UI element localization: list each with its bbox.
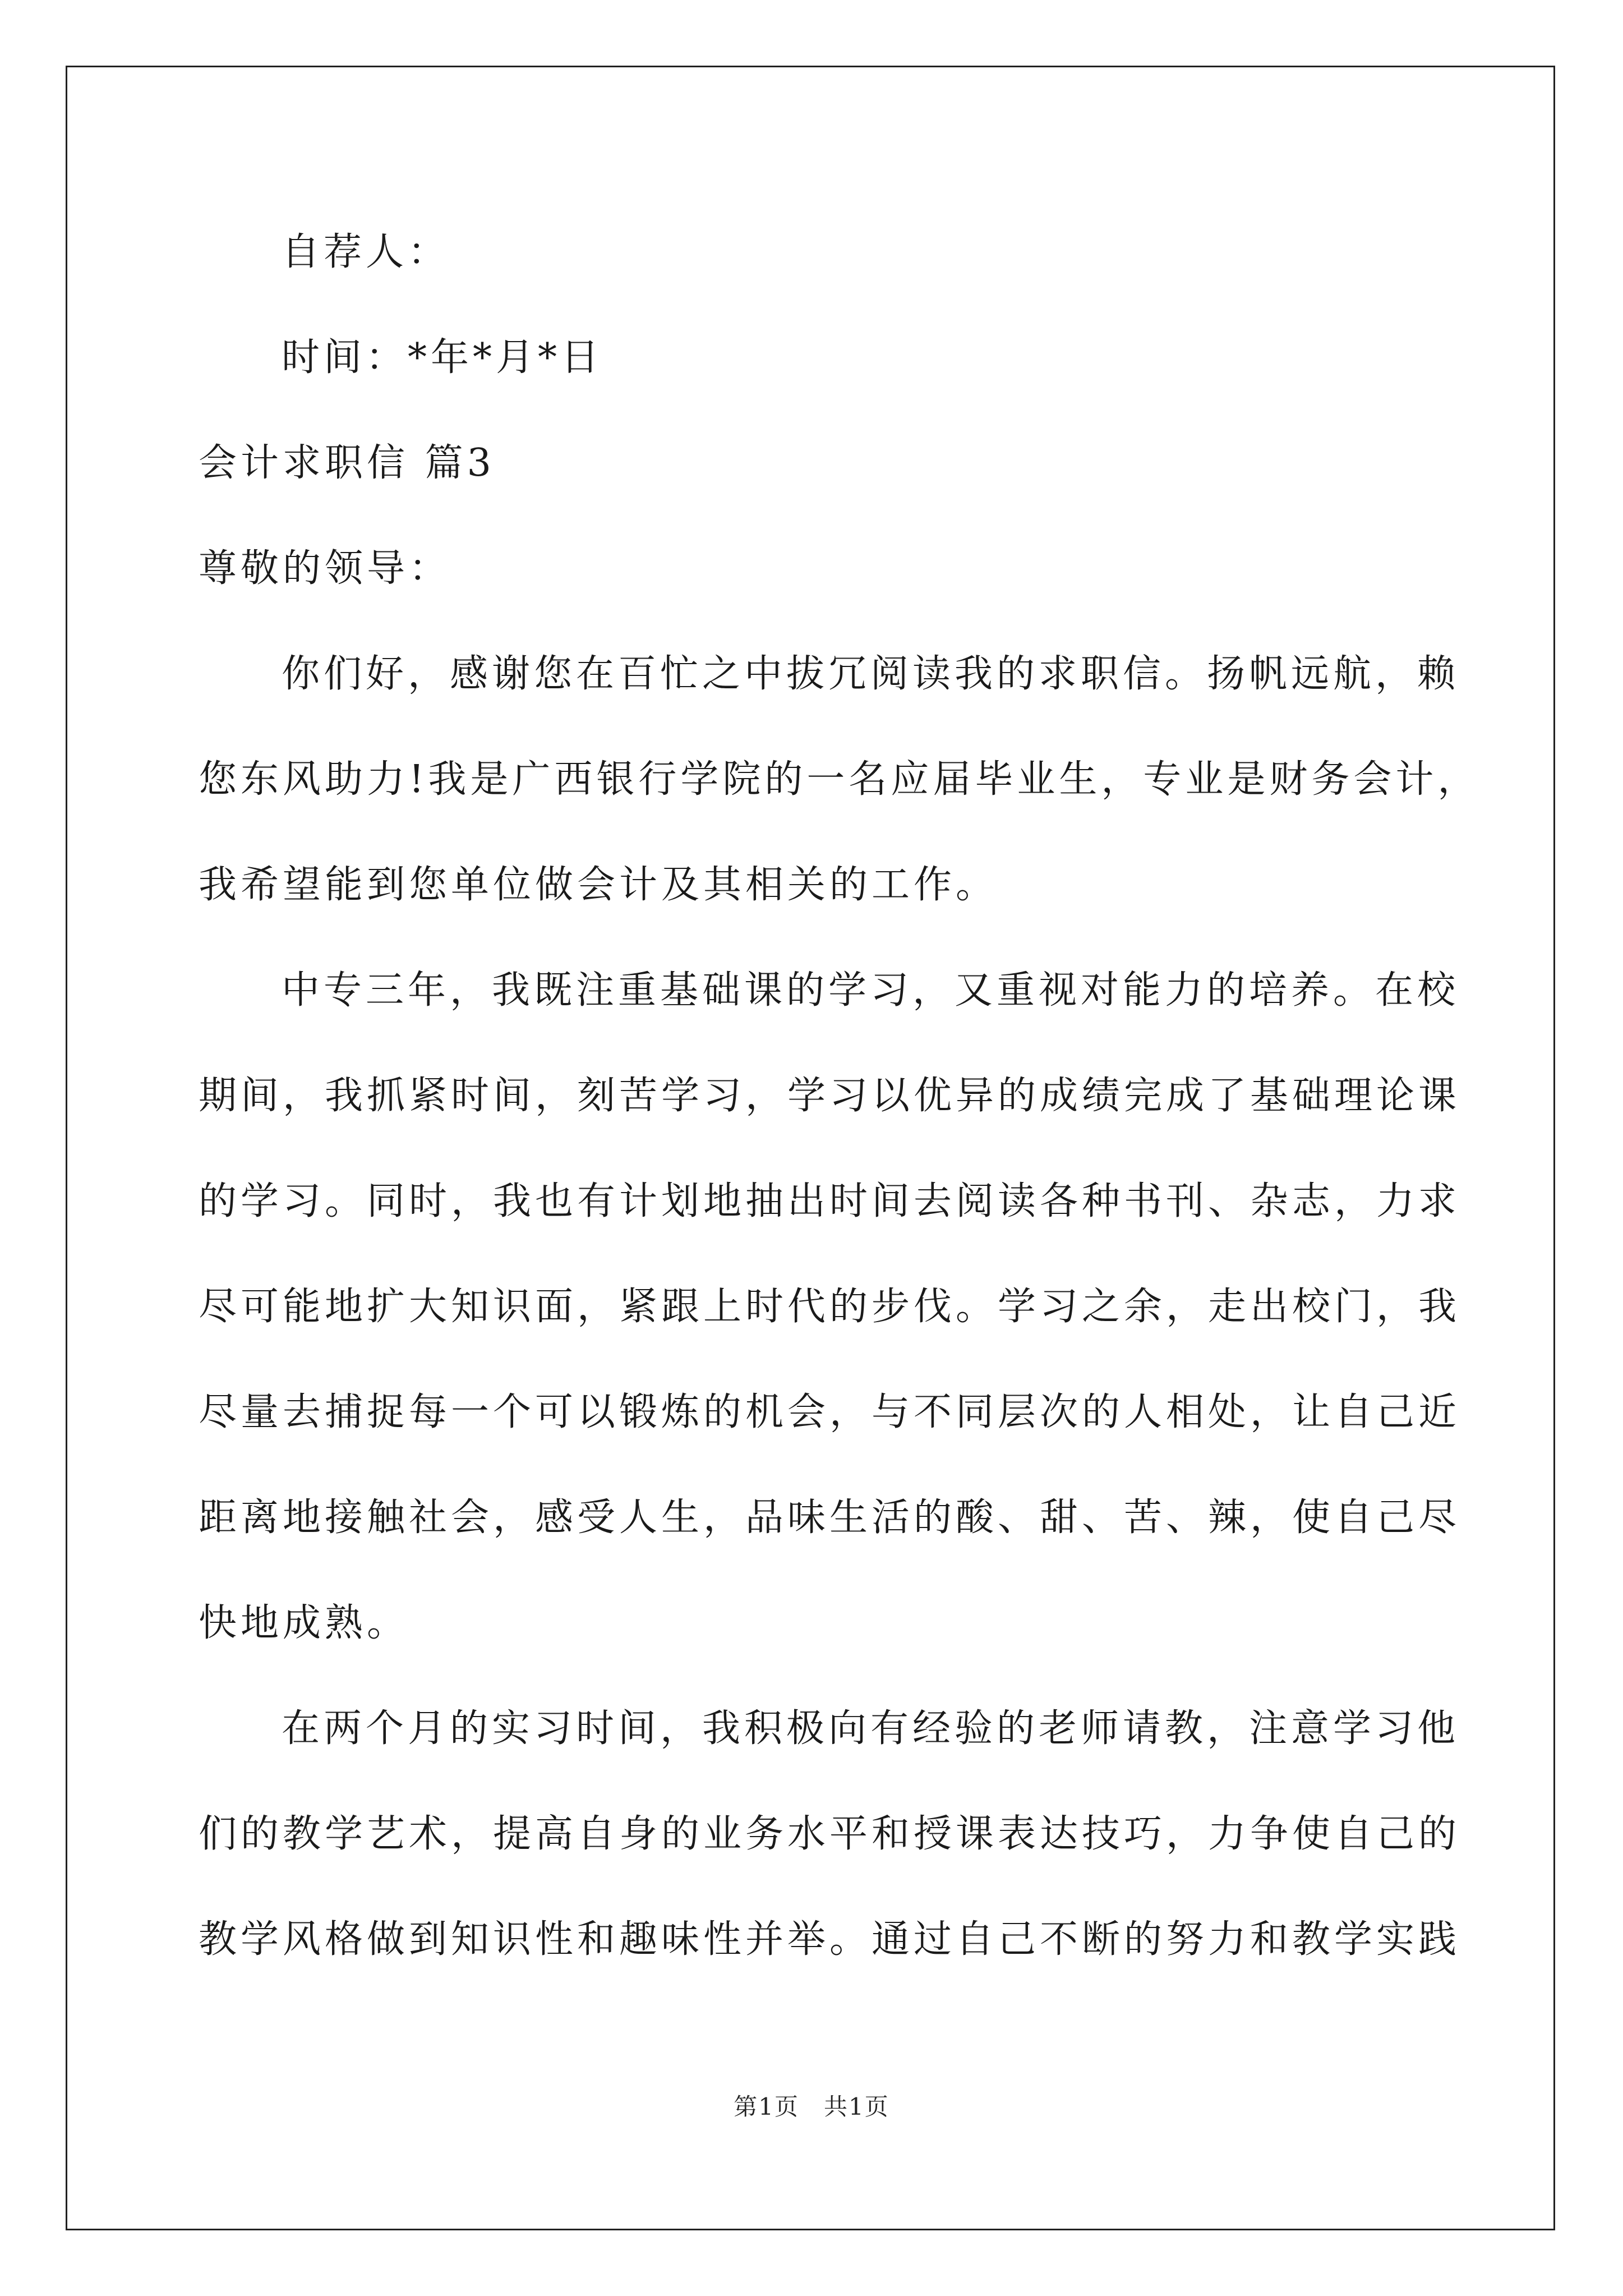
page-footer: 第1页 共1页 <box>734 2093 889 2120</box>
paragraph-2-line: 期间，我抓紧时间，刻苦学习，学习以优异的成绩完成了基础理论课 <box>199 1074 1461 1118</box>
paragraph-1-line: 您东风助力!我是广西银行学院的一名应届毕业生，专业是财务会计， <box>199 757 1480 802</box>
page-border <box>66 66 1555 2230</box>
date-line: 时间：*年*月*日 <box>282 335 603 380</box>
paragraph-2-line: 的学习。同时，我也有计划地抽出时间去阅读各种书刊、杂志，力求 <box>199 1179 1461 1223</box>
paragraph-2-line: 中专三年，我既注重基础课的学习，又重视对能力的培养。在校 <box>282 968 1460 1013</box>
paragraph-2-line: 尽量去捕捉每一个可以锻炼的机会，与不同层次的人相处，让自己近 <box>199 1390 1461 1434</box>
paragraph-3-line: 在两个月的实习时间，我积极向有经验的老师请教，注意学习他 <box>282 1706 1460 1751</box>
paragraph-3-line: 教学风格做到知识性和趣味性并举。通过自己不断的努力和教学实践 <box>199 1917 1461 1962</box>
paragraph-1-line: 你们好，感谢您在百忙之中拔冗阅读我的求职信。扬帆远航，赖 <box>282 652 1460 696</box>
paragraph-2-line: 快地成熟。 <box>199 1601 409 1645</box>
section-heading: 会计求职信 篇3 <box>199 441 495 485</box>
paragraph-1-line: 我希望能到您单位做会计及其相关的工作。 <box>199 863 998 907</box>
paragraph-3-line: 们的教学艺术，提高自身的业务水平和授课表达技巧，力争使自己的 <box>199 1812 1461 1856</box>
paragraph-2-line: 尽可能地扩大知识面，紧跟上时代的步伐。学习之余，走出校门，我 <box>199 1285 1461 1329</box>
paragraph-2-line: 距离地接触社会，感受人生，品味生活的酸、甜、苦、辣，使自己尽 <box>199 1496 1461 1540</box>
salutation: 尊敬的领导： <box>199 546 451 591</box>
signature-label: 自荐人： <box>282 230 450 274</box>
